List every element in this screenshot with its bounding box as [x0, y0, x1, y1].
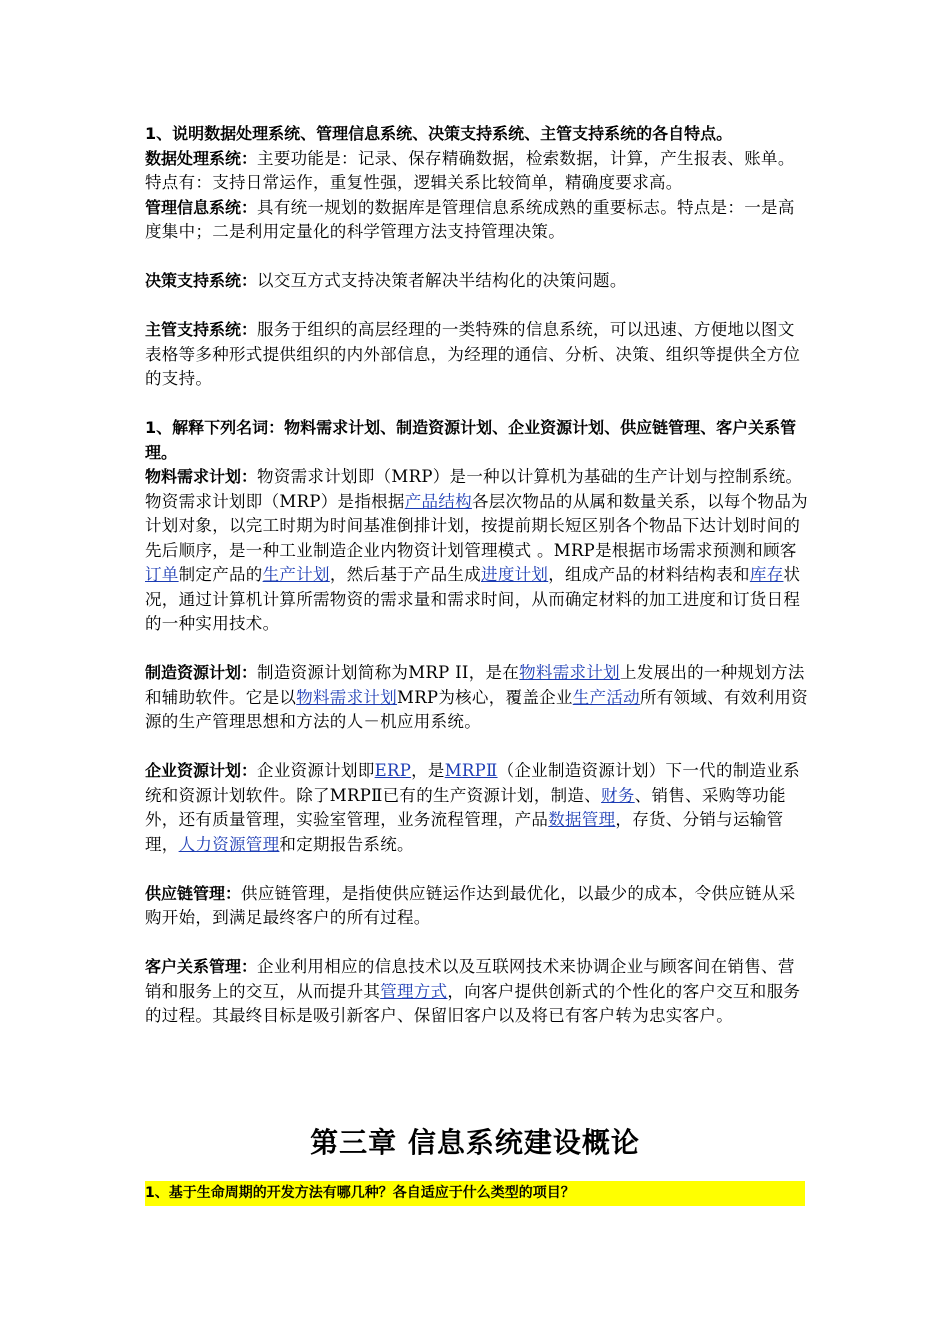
paragraph-dss: 决策支持系统：以交互方式支持决策者解决半结构化的决策问题。 [145, 271, 627, 290]
link-erp[interactable]: ERP [374, 761, 412, 780]
link-mrp-ii[interactable]: MRPⅡ [444, 761, 498, 780]
paragraph-mrp2: 制造资源计划：制造资源计划简称为MRP II，是在物料需求计划上发展出的一种规划方法和辅助软件。它是以物料需求计划MRP为核心，覆盖企业生产活动所有领域、有效利用资源的生产管理思想和方法的人－机应用系统。 [145, 663, 808, 731]
link-product-structure[interactable]: 产品结构 [404, 491, 472, 511]
link-production-activity[interactable]: 生产活动 [572, 687, 640, 707]
link-mrp-2[interactable]: 物料需求计划 [296, 687, 398, 707]
highlighted-question: 1、基于生命周期的开发方法有哪几种？各自适应于什么类型的项目？ [145, 1181, 805, 1206]
document-body [145, 122, 810, 1029]
link-finance[interactable]: 财务 [601, 785, 635, 805]
paragraph-ess: 主管支持系统：服务于组织的高层经理的一类特殊的信息系统，可以迅速、方便地以图文表格等多种形式提供组织的内外部信息，为经理的通信、分析、决策、组织等提供全方位的支持。 [145, 320, 801, 388]
paragraph-crm: 客户关系管理：企业利用相应的信息技术以及互联网技术来协调企业与顾客间在销售、营销和服务上的交互，从而提升其管理方式，向客户提供创新式的个性化的客户交互和服务的过程。其最终目标是吸引新客户、保留旧客户以及将已有客户转为忠实客户。 [145, 957, 801, 1025]
section-heading-2: 1、解释下列名词：物料需求计划、制造资源计划、企业资源计划、供应链管理、客户关系管理。 [145, 418, 797, 462]
link-inventory[interactable]: 库存 [749, 565, 784, 584]
link-order[interactable]: 订单 [145, 565, 179, 584]
paragraph-mis: 管理信息系统：具有统一规划的数据库是管理信息系统成熟的重要标志。特点是：一是高度集中；二是利用定量化的科学管理方法支持管理决策。 [145, 197, 795, 241]
link-hr-management[interactable]: 人力资源管理 [178, 834, 280, 854]
paragraph-scm: 供应链管理：供应链管理，是指使供应链运作达到最优化，以最少的成本，令供应链从采购开始，到满足最终客户的所有过程。 [145, 883, 796, 927]
link-management-method[interactable]: 管理方式 [380, 981, 448, 1001]
link-production-plan[interactable]: 生产计划 [262, 565, 330, 584]
chapter-title: 第三章 信息系统建设概论 [310, 1126, 640, 1159]
paragraph-erp: 企业资源计划：企业资源计划即ERP，是MRPⅡ（企业制造资源计划）下一代的制造业系统和资源计划软件。除了MRPⅡ已有的生产资源计划，制造、财务、销售、采购等功能外，还有质量管理，实验室管理，业务流程管理，产品数据管理，存货、分销与运输管理，人力资源管理和定期报告系统。 [145, 761, 800, 854]
link-schedule[interactable]: 进度计划 [481, 565, 549, 584]
link-mrp-1[interactable]: 物料需求计划 [519, 663, 620, 682]
paragraph-dps: 数据处理系统：主要功能是：记录、保存精确数据，检索数据，计算，产生报表、账单。特点有：支持日常运作，重复性强，逻辑关系比较简单，精确度要求高。 [145, 148, 795, 192]
link-data-management[interactable]: 数据管理 [548, 810, 616, 829]
paragraph-mrp: 物料需求计划：物资需求计划即（MRP）是一种以计算机为基础的生产计划与控制系统。物资需求计划即（MRP）是指根据产品结构各层次物品的从属和数量关系，以每个物品为计划对象，以完工时期为时间基准倒排计划，按提前期长短区别各个物品下达计划时间的先后顺序，是一种工业制造企业内物资计划管理模式 。MRP是根据市场需求预测和顾客订单制定产品的生产计划，然后基于产品生成进度计划，组成产品的材料结构表和库存状况，通过计算机计算所需物资的需求量和需求时间，从而确定材料的加工进度和订货日程的一种实用技术。 [145, 467, 808, 633]
section-heading: 1、说明数据处理系统、管理信息系统、决策支持系统、主管支持系统的各自特点。 [145, 124, 733, 143]
